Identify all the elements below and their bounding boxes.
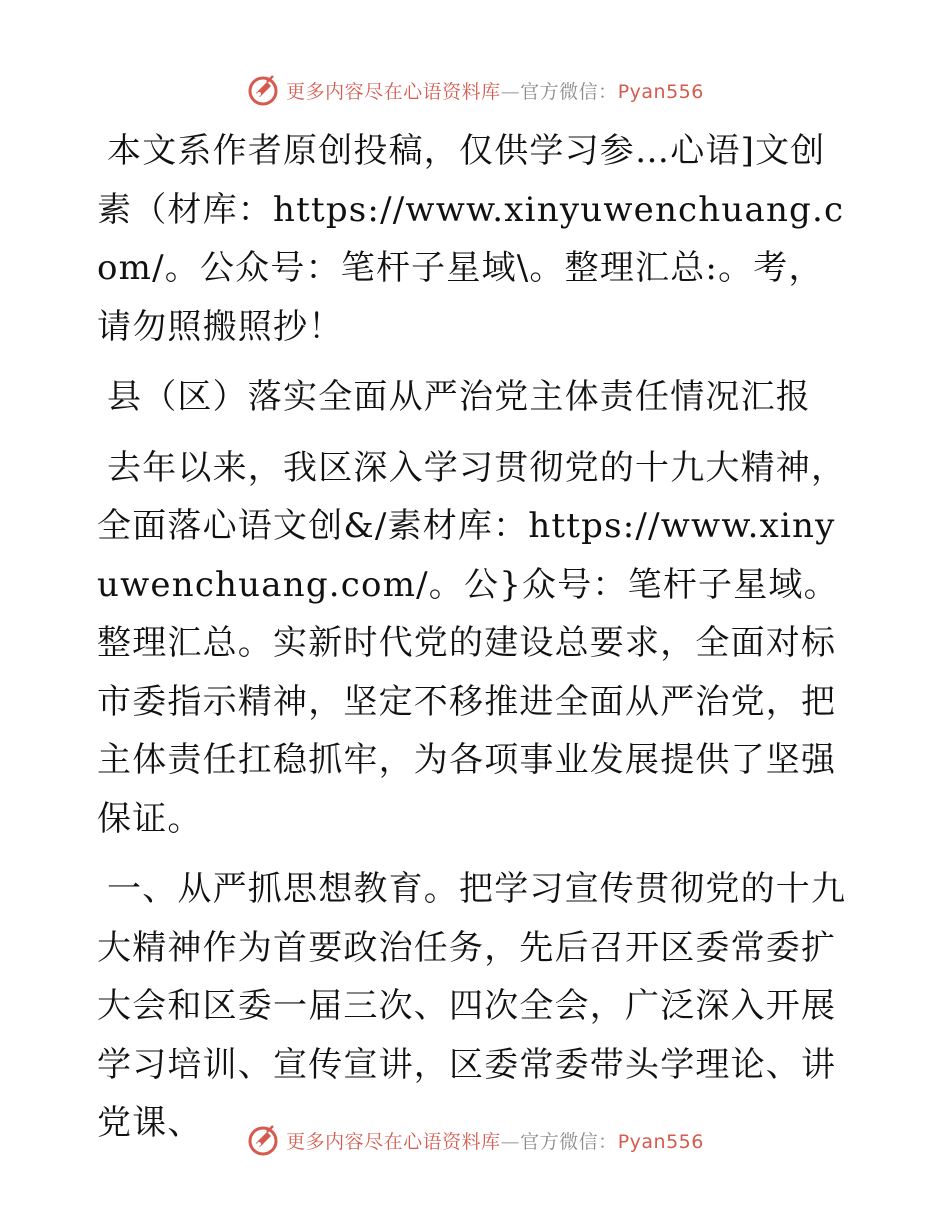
banner-dash: — xyxy=(500,1130,521,1153)
banner-wechat-id: Pyan556 xyxy=(617,80,704,103)
banner-main-text: 更多内容尽在心语资料库 xyxy=(286,80,501,103)
paragraph-intro-body: 全面落心语文创&/素材库：https://www.xinyuwenchuang.com/。公}众号：笔杆子星域。整理汇总。实新时代党的建设总要求，全面对标市委指示精神，坚定不移推进全面从严治党，把主体责任扛稳抓牢，为各项事业发展提供了坚强保证。 xyxy=(97,506,839,839)
banner-main-text: 更多内容尽在心语资料库 xyxy=(286,1130,501,1153)
banner-label: 官方微信： xyxy=(520,80,618,103)
disclaimer-text: 本文系作者原创投稿，仅供学习参…心语]文创素（材库：https://www.xinyuwenchuang.com/。公众号：笔杆子星域\。整理汇总:。考，请勿照搬照抄！ xyxy=(97,131,845,347)
paragraph-intro-lead: 去年以来，我区深入学习贯彻党的十九大精神， xyxy=(107,447,847,488)
paragraph-intro xyxy=(97,439,857,849)
banner-text xyxy=(286,1127,704,1154)
banner-text xyxy=(286,77,704,104)
header-banner xyxy=(0,70,950,110)
banner-wechat-id: Pyan556 xyxy=(617,1130,704,1153)
paragraph-section-1-text: 一、从严抓思想教育。把学习宣传贯彻党的十九大精神作为首要政治任务，先后召开区委常委扩大会和区委一届三次、四次全会，广泛深入开展学习培训、宣传宣讲，区委常委带头学理论、讲党课、 xyxy=(97,869,847,1143)
document-body xyxy=(97,122,857,1153)
xinyu-logo-icon xyxy=(246,1123,280,1157)
document-title: 县（区）落实全面从严治党主体责任情况汇报 xyxy=(107,377,811,417)
xinyu-logo-icon xyxy=(246,73,280,107)
banner-dash: — xyxy=(500,80,521,103)
paragraph-section-1 xyxy=(97,860,857,1153)
footer-banner xyxy=(0,1120,950,1160)
disclaimer-paragraph xyxy=(97,122,857,356)
banner-label: 官方微信： xyxy=(520,1130,618,1153)
